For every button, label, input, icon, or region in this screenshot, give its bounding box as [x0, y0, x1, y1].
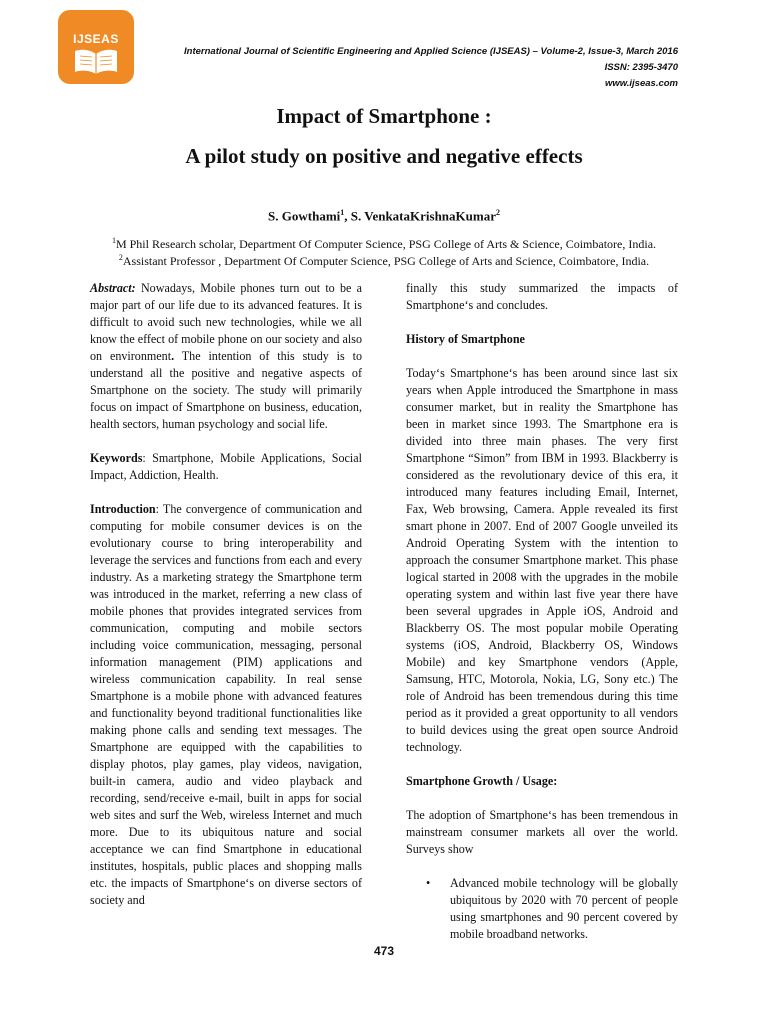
- keywords-label: Keywords: [90, 451, 143, 465]
- author-1: S. Gowthami: [268, 208, 341, 224]
- bullet-item: [406, 875, 678, 943]
- page-number: 473: [373, 944, 395, 958]
- history-heading: History of Smartphone: [406, 332, 525, 346]
- author-2: S. VenkataKrishnaKumar: [350, 208, 496, 224]
- history-text: Today‘s Smartphone‘s has been around since last six years when Apple introduced the Smartphone in mass consumer market, but in reality the Smartphone has been in market since 1993. The Smartphone era is divided into three main phases. The very first Smartphone “Simon” from IBM in 1993. Blackberry is considered as the revolutionary device of this era, it introduced many features including Email, Internet, Fax, Web browsing, Camera. Apple revealed its first smart phone in 2007. End of 2007 Google unveiled its Android Operating System with the intention to approach the consumer Smartphone market. This phase logical started in 2008 with the upgrades in the mobile operating system and within last five year there have been several upgrades in Apple iOS, Android and Blackberry OS. The most popular mobile Operating systems (iOS, Android, Blackberry OS, Windows Mobile) and key Smartphone vendors (Apple, Samsung, HTC, Motorola, Nokia, LG, Sony etc.) The role of Android has been tremendous during this time period as it provided a great opportunity to all vendors to build devices using the great open source Android technology.: [406, 366, 678, 754]
- affiliation-2-sup: 2: [118, 253, 123, 262]
- open-book-icon: [72, 46, 120, 76]
- abstract: [90, 280, 362, 433]
- paper-title-line-1: Impact of Smartphone :: [276, 104, 492, 128]
- paper-title-line-2: A pilot study on positive and negative effects: [185, 144, 583, 168]
- left-column: [90, 280, 362, 926]
- growth-heading: Smartphone Growth / Usage:: [406, 774, 558, 788]
- logo-text: IJSEAS: [73, 32, 119, 46]
- right-column: [406, 280, 678, 943]
- introduction-text: : The convergence of communication and computing for mobile consumer devices is on the evolutionary course to bring interoperability and leverage the services and functions from each and every industry. As a marketing strategy the Smartphone term was introduced in the market, referring a new class of mobile phones that provides integrated services from communication, computing and mobile sectors including voice communication, messaging, personal information management (PIM) applications and wireless communication capability. In real sense Smartphone is a mobile phone with advanced features and functionality beyond traditional functionalities like making phone calls and sending text messages. The Smartphone are equipped with the capabilities to display photos, play games, play videos, navigation, built-in camera, audio and video playback and recording, send/receive e-mail, built in apps for social web sites and surf the Web, wireless Internet and much more. Due to its ubiquitous nature and social acceptance we can find Smartphone in educational institutes, hospitals, public places and shopping malls etc. the impacts of Smartphone‘s on diverse sectors of society and: [90, 502, 362, 907]
- introduction-label: Introduction: [90, 502, 156, 516]
- affiliation-1: [0, 236, 768, 252]
- issn: ISSN: 2395-3470: [604, 62, 678, 73]
- affiliation-1-sup: 1: [111, 236, 116, 245]
- affiliation-1-text: M Phil Research scholar, Department Of Computer Science, PSG College of Arts & Science, Coimbatore, India.: [115, 237, 657, 251]
- affiliation-2: [0, 253, 768, 269]
- bullet-text: Advanced mobile technology will be globally ubiquitous by 2020 with 70 percent of people using smartphones and 90 percent covered by mobile broadband networks.: [450, 876, 678, 941]
- keywords: [90, 450, 362, 484]
- abstract-text-2: The intention of this study is to understand all the positive and negative aspects of Smartphone on the society. The study will primarily focus on impact of Smartphone on business, education, health sectors, human psychology and social life.: [90, 349, 362, 431]
- affiliation-2-text: Assistant Professor , Department Of Computer Science, PSG College of Arts and Science, Coimbatore, India.: [122, 254, 650, 268]
- author-separator: ,: [344, 208, 351, 224]
- author-2-sup: 2: [495, 208, 500, 217]
- introduction: [90, 501, 362, 909]
- abstract-label: Abstract:: [90, 281, 136, 295]
- journal-logo: [58, 10, 134, 84]
- journal-header: International Journal of Scientific Engineering and Applied Science (IJSEAS) – Volume-2, Issue-3, March 2016: [184, 46, 678, 57]
- author-1-sup: 1: [340, 208, 345, 217]
- keywords-text: : Smartphone, Mobile Applications, Social Impact, Addiction, Health.: [90, 451, 362, 482]
- authors: [0, 208, 768, 224]
- bullet-icon: •: [426, 876, 431, 890]
- growth-text: The adoption of Smartphone‘s has been tremendous in mainstream consumer markets all over the world. Surveys show: [406, 808, 678, 856]
- abstract-text-1: Nowadays, Mobile phones turn out to be a major part of our life due to its advanced features. It is difficult to avoid such new technologies, while we all know the effect of mobile phone on our society and also on environment: [90, 281, 362, 363]
- website-link[interactable]: www.ijseas.com: [604, 78, 678, 89]
- introduction-continued: finally this study summarized the impacts of Smartphone‘s and concludes.: [406, 281, 678, 312]
- abstract-dot: .: [171, 349, 175, 363]
